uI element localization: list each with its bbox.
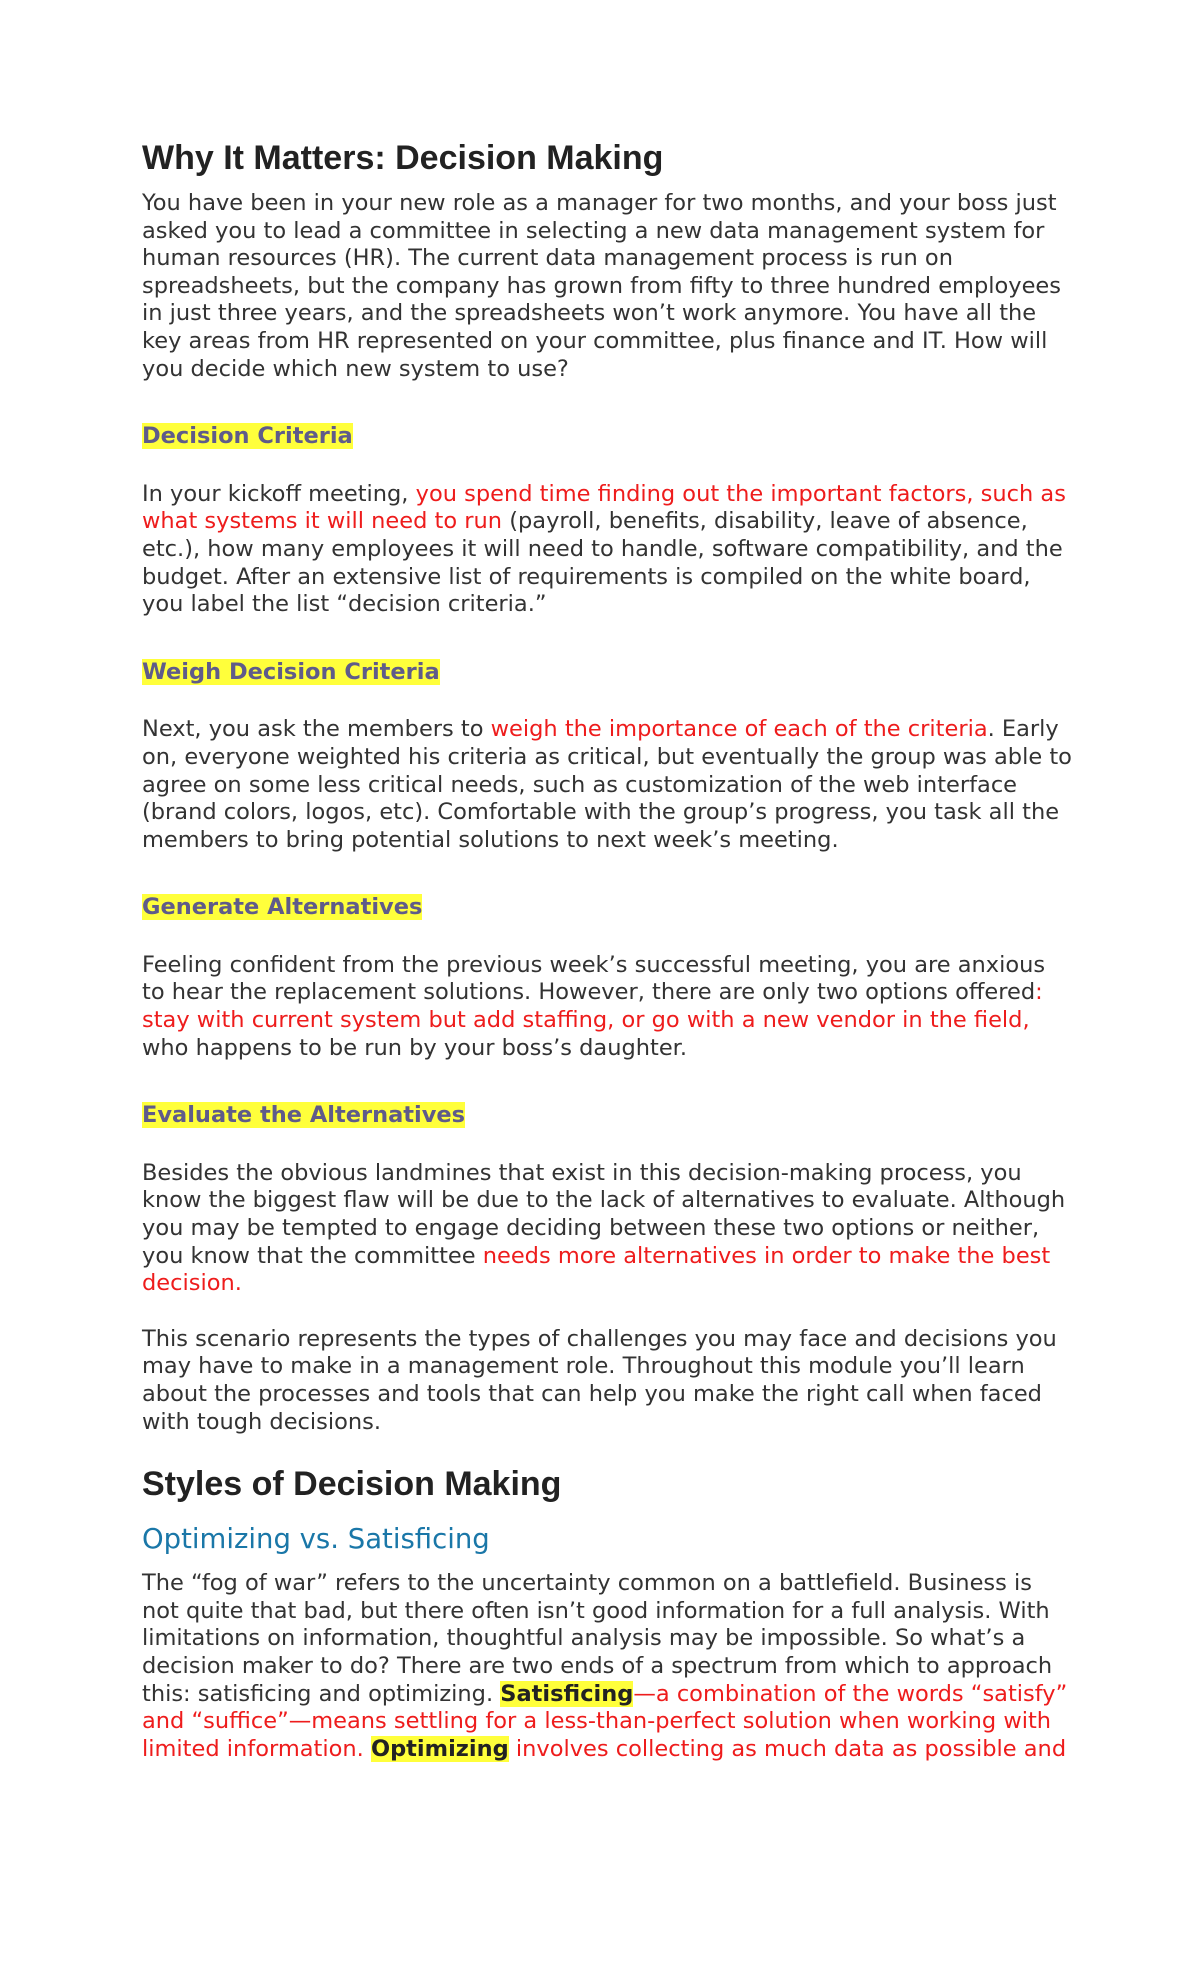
generate-alternatives-label: Generate Alternatives xyxy=(142,894,423,921)
section-title: Styles of Decision Making xyxy=(142,1465,562,1504)
evaluate-alternatives-paragraph: Besides the obvious landmines that exist in this decision-making process, you know the biggest flaw will be due to the lack of alternatives to evaluate. Although you may be tempted to engage deciding between these two options or neither, you know that the committee needs more alternatives in order to make the best decision. xyxy=(142,1159,1066,1297)
weigh-criteria-emphasis: weigh the importance of each of the criteria xyxy=(490,716,988,743)
generate-alternatives-heading xyxy=(142,894,1072,922)
closing-paragraph: This scenario represents the types of challenges you may face and decisions you may have to make in a management role. Throughout this module you’ll learn about the processes and tools that can help you make the right call when faced with tough decisions. xyxy=(142,1325,1057,1435)
paragraph-spacer xyxy=(142,1298,1072,1326)
decision-criteria-label: Decision Criteria xyxy=(142,423,353,450)
decision-criteria-paragraph: In your kickoff meeting, you spend time finding out the important factors, such as what systems it will need to run (payroll, benefits, disability, leave of absence, etc.), how many employees it will need to handle, software compatibility, and the budget. After an extensive list of requirements is compiled on the white board, you label the list “decision criteria.” xyxy=(142,480,1066,618)
optimizing-definition: involves collecting as much data as possible and xyxy=(508,1735,1067,1762)
generate-alternatives-paragraph: Feeling confident from the previous week’s successful meeting, you are anxious to hear the replacement solutions. However, there are only two options offered: stay with current system but add staffing, or go with a new vendor in the field, who happens to be run by your boss’s daughter. xyxy=(142,951,1046,1061)
optimizing-satisficing-paragraph: The “fog of war” refers to the uncertainty common on a battlefield. Business is not quite that bad, but there often isn’t good information for a full analysis. With limitations on information, thoughtful analysis may be impossible. So what’s a decision maker to do? There are two ends of a spectrum from which to approach this: satisficing and optimizing. Satisficing—a combination of the words “satisfy” and “suffice”—means settling for a less-than-perfect solution when working with limited information. Optimizing involves collecting as much data as possible and xyxy=(142,1570,1068,1762)
optimizing-term: Optimizing xyxy=(370,1735,509,1762)
decision-criteria-emphasis: you spend time finding out the important factors, such as what systems it will need to run xyxy=(142,480,1066,535)
evaluate-alternatives-heading xyxy=(142,1102,1072,1130)
evaluate-alternatives-emphasis: needs more alternatives in order to make the best decision. xyxy=(142,1242,1051,1297)
intro-paragraph: You have been in your new role as a manager for two months, and your boss just asked you to lead a committee in selecting a new data management system for human resources (HR). The current data management process is run on spreadsheets, but the company has grown from fifty to three hundred employees in just three years, and the spreadsheets won’t work anymore. You have all the key areas from HR represented on your committee, plus finance and IT. How will you decide which new system to use? xyxy=(142,190,1061,382)
subsection-title: Optimizing vs. Satisficing xyxy=(142,1523,490,1556)
generate-alternatives-emphasis: : stay with current system but add staffing, or go with a new vendor in the field, xyxy=(142,979,1043,1034)
weigh-criteria-heading xyxy=(142,659,1072,687)
decision-criteria-heading xyxy=(142,423,1072,451)
evaluate-alternatives-label: Evaluate the Alternatives xyxy=(142,1102,466,1129)
weigh-criteria-paragraph: Next, you ask the members to weigh the importance of each of the criteria. Early on, everyone weighted his criteria as critical, but eventually the group was able to agree on some less critical needs, such as customization of the web interface (brand colors, logos, etc). Comfortable with the group’s progress, you task all the members to bring potential solutions to next week’s meeting. xyxy=(142,716,1072,853)
document-page xyxy=(142,138,1072,1763)
satisficing-definition: —a combination of the words “satisfy” and “suffice”—means settling for a less-than-perfect solution when working with limited information. xyxy=(142,1680,1068,1762)
satisficing-term: Satisficing xyxy=(500,1680,634,1707)
weigh-criteria-label: Weigh Decision Criteria xyxy=(142,658,440,685)
page-title: Why It Matters: Decision Making xyxy=(142,139,664,177)
